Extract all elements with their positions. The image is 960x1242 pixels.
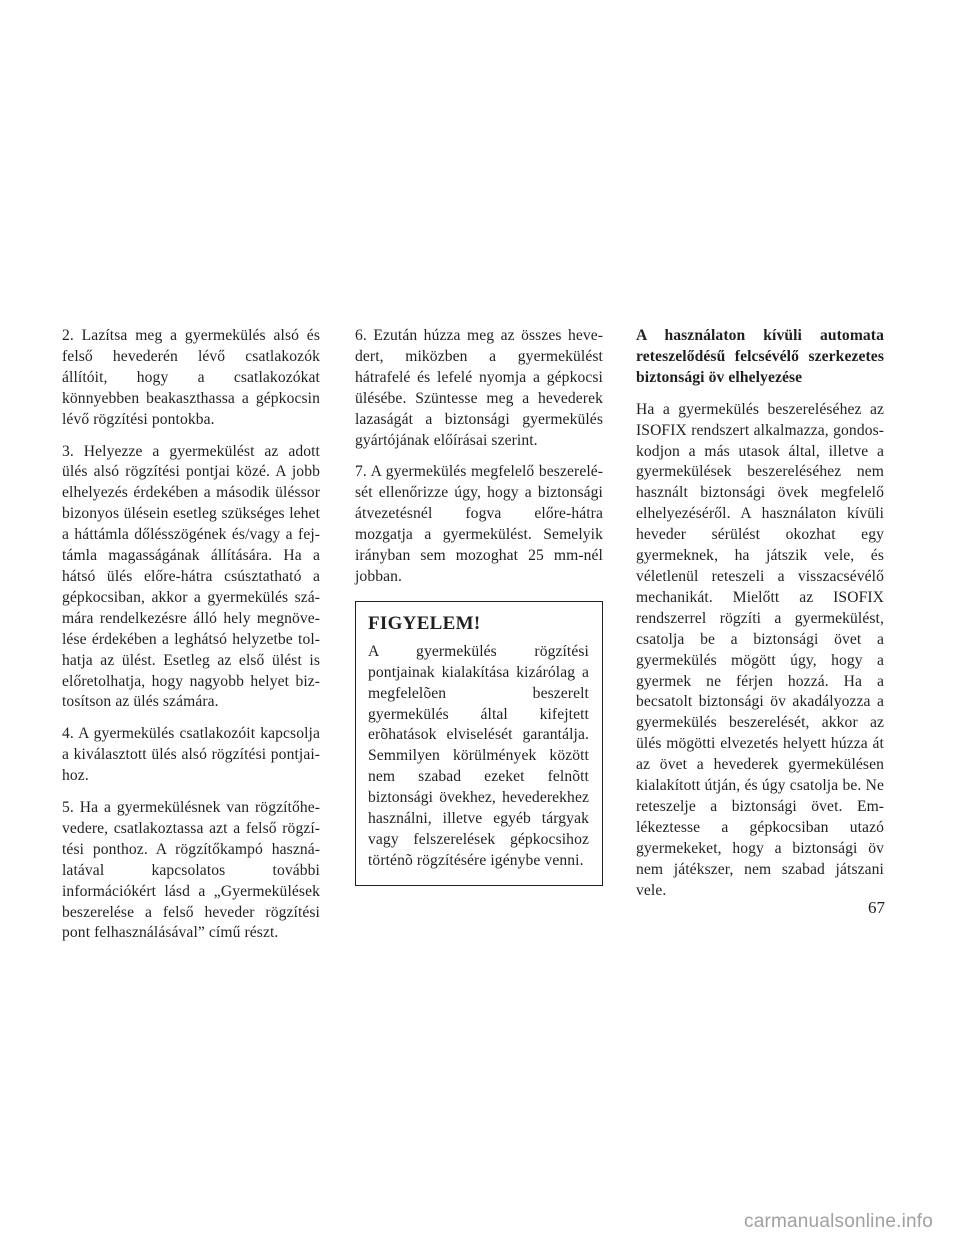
paragraph-step-2: 2. Lazítsa meg a gyermekülés alsó és felső hevederén lévő csatlakozók állítóit, hogy a csatlakozókat könnyebben beakaszthassa a gépkocsin lévő rögzítési pontokba. <box>62 327 320 428</box>
paragraph-step-4: 4. A gyermekülés csatlakozóit kapcsolja a kiválasztott ülés alsó rögzítési pontjaihoz. <box>62 725 320 785</box>
text-column-left <box>62 326 320 955</box>
page-number: 67 <box>868 898 885 917</box>
paragraph-step-3: 3. Helyezze a gyermekülést az adott ülés alsó rögzítési pontjai közé. A jobb elhelyezés érdekében a második üléssor bizonyos ülésein esetleg szükséges lehet a háttámla dőlésszögének és/vagy a fejtámla magasságának állítására. Ha a hátsó ülés előre-hátra csúsztatható a gépkocsiban, akkor a gyermekülés számára rendelkezésre álló hely megnövelése érdekében a leghátsó helyzetbe tolhatja az ülést. Esetleg az első ülést is előretolhatja, hogy nagyobb helyet biztosítson az ülés számára. <box>62 442 320 711</box>
section-heading: A használaton kívüli automata reteszelődésű felcsévélő szerkezetes biztonsági öv elhelyezése <box>636 327 884 386</box>
warning-box <box>355 601 603 886</box>
paragraph-step-5: 5. Ha a gyermekülésnek van rögzítőhevedere, csatlakoztassa azt a felső rögzítési ponthoz. A rögzítőkampó használatával kapcsolatos további információkért lásd a „Gyermekülések beszerelése a felső heveder rögzítési pont felhasználásával” című részt. <box>62 799 320 942</box>
warning-title: FIGYELEM! <box>368 612 481 634</box>
text-column-right <box>636 326 884 912</box>
paragraph-step-7: 7. A gyermekülés megfelelő beszerelését ellenőrizze úgy, hogy a biztonsági átvezetésnél fogva előre-hátra mozgatja a gyermekülést. Semelyik irányban sem mozoghat 25 mm-nél jobban. <box>355 463 603 585</box>
paragraph-unused-belt: Ha a gyermekülés beszereléséhez az ISOFIX rendszert alkalmazza, gondoskodjon a más utasok által, illetve a gyermekülések beszereléséhez nem használt biztonsági övek megfelelő elhelyezéséről. A használaton kívüli heveder sérülést okozhat egy gyermeknek, ha játszik vele, és véletlenül reteszeli a visszacsévélő mechanikát. Mielőtt az ISOFIX rendszerrel rögzíti a gyermekülést, csatolja be a biztonsági övet a gyermekülés mögött úgy, hogy a gyermek ne férjen hozzá. Ha a becsatolt biztonsági öv akadályozza a gyermekülés beszerelését, akkor az ülés mögötti elvezetés helyett húzza át az övet a hevederek gyermekülésen kialakított útján, és úgy csatolja be. Ne reteszelje a biztonsági övet. Emlékeztesse a gépkocsiban utazó gyermekeket, hogy a biztonsági öv nem játékszer, nem szabad játszani vele. <box>636 400 884 899</box>
watermark: carmanualsonline.info <box>744 1211 934 1232</box>
warning-text: A gyermekülés rögzítési pontjainak kialakítása kizárólag a megfelelõen beszerelt gyermekülés által kifejtett erõhatások elviselését garantálja. Semmilyen körülmények között nem szabad ezeket felnõtt biztonsági övekhez, hevederekhez használni, illetve egyéb tárgyak vagy felszerelések gépkocsihoz történõ rögzítésére igénybe venni. <box>368 642 589 869</box>
paragraph-step-6: 6. Ezután húzza meg az összes hevedert, miközben a gyermekülést hátrafelé és lefelé nyomja a gépkocsi ülésébe. Szüntesse meg a hevederek lazaságát a biztonsági gyermekülés gyártójának előírásai szerint. <box>355 327 603 449</box>
text-column-middle <box>355 326 603 886</box>
